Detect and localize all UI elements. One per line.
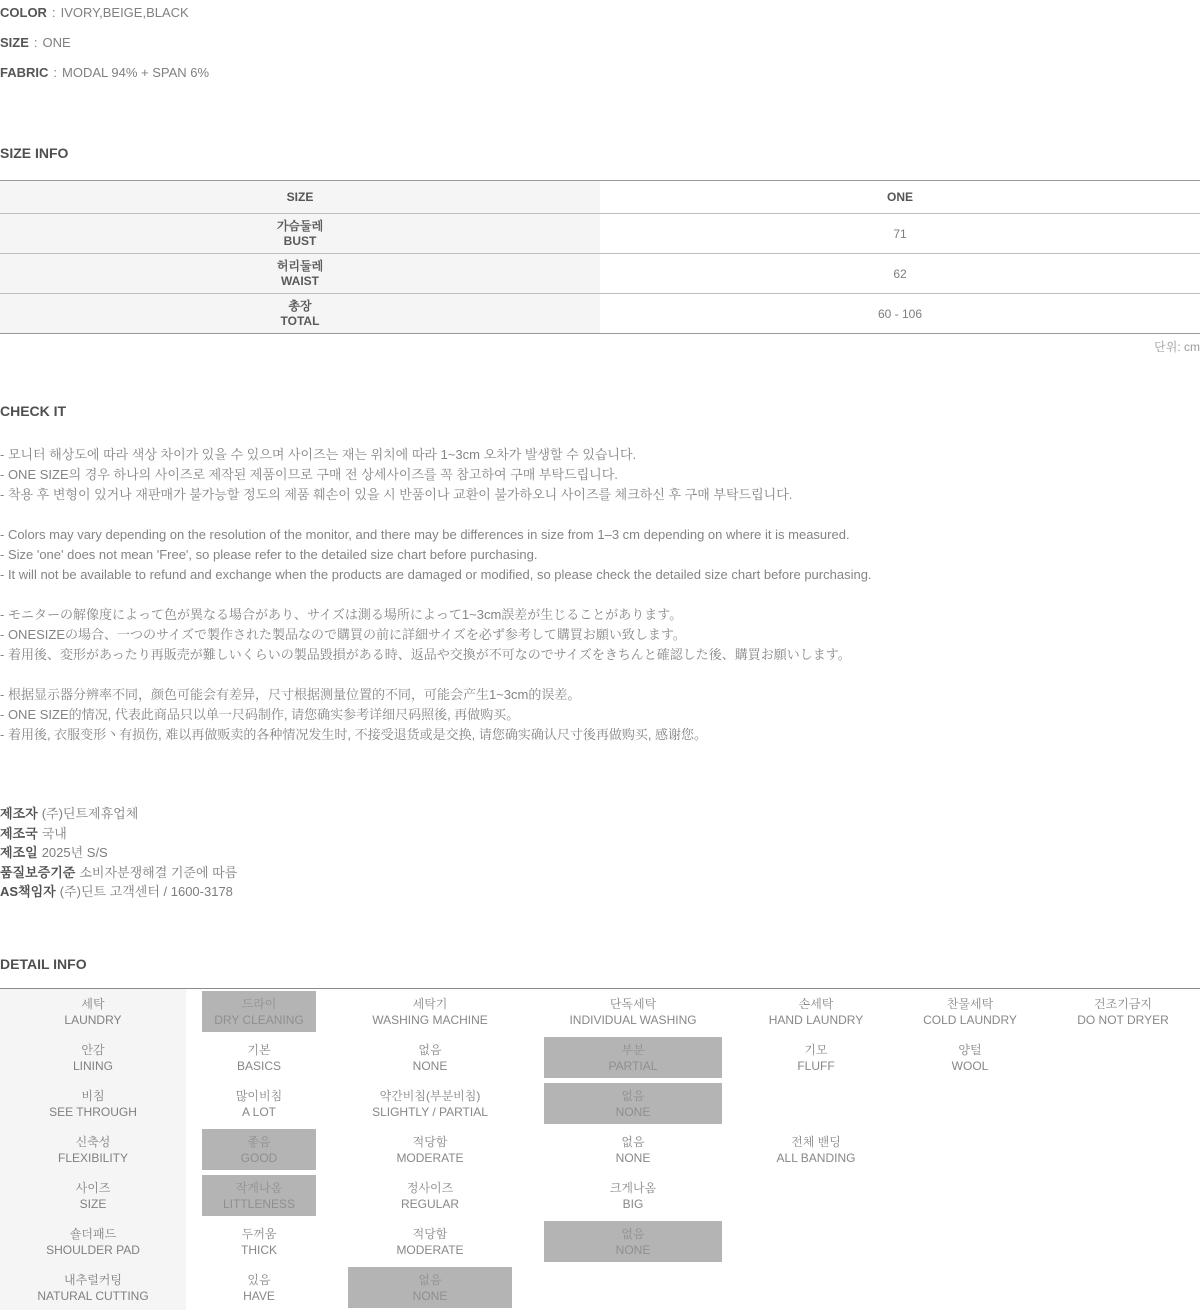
detail-label-en: LINING — [72, 1058, 113, 1073]
size-table-row-total — [0, 293, 1200, 333]
option-cell-empty — [1046, 1265, 1200, 1310]
option-cell — [186, 1127, 332, 1173]
option-cell-empty — [894, 1265, 1046, 1310]
detail-row-label — [0, 1265, 186, 1310]
option-cell-empty — [738, 1081, 894, 1127]
check-it-paragraphs — [0, 445, 1200, 745]
option-cell-empty — [894, 1219, 1046, 1265]
option-cell — [528, 1173, 738, 1219]
detail-label-en: NATURAL CUTTING — [37, 1288, 149, 1303]
check-it-line: - ONESIZEの場合、一つのサイズで製作された製品なので購買の前に詳細サイズを必ず参考して購買お願い致します。 — [0, 627, 686, 642]
detail-label-en: SEE THROUGH — [49, 1104, 137, 1119]
spec-size-value: ONE — [42, 35, 71, 50]
option-cell-empty — [1046, 1219, 1200, 1265]
option-cell — [894, 1035, 1046, 1081]
size-row-label-en: WAIST — [281, 273, 319, 288]
check-it-line: - Size 'one' does not mean 'Free', so please refer to the detailed size chart before purchasing. — [0, 547, 538, 562]
check-it-line: - 根据显示器分辨率不同，颜色可能会有差异，尺寸根据测量位置的不同，可能会产生1~3cm的误差。 — [0, 687, 581, 702]
check-it-chinese — [0, 685, 1200, 745]
size-row-label-kr: 가슴둘레 — [276, 218, 324, 233]
detail-row-laundry — [0, 989, 1200, 1035]
option-cell-empty — [738, 1265, 894, 1310]
detail-row-see-through — [0, 1081, 1200, 1127]
size-table-row-waist — [0, 253, 1200, 293]
spec-size — [0, 36, 1200, 49]
detail-row-label — [0, 1173, 186, 1219]
option-flexibility-none: 없음 NONE — [615, 1134, 651, 1165]
detail-row-label — [0, 1081, 186, 1127]
option-cell — [528, 1219, 738, 1265]
option-cell — [186, 1265, 332, 1310]
check-it-line: - Colors may vary depending on the resolution of the monitor, and there may be differences in size from 1–3 cm depending on where it is measured. — [0, 527, 850, 542]
size-row-label — [0, 214, 600, 253]
spec-color-value: IVORY,BEIGE,BLACK — [60, 5, 189, 20]
size-table-header-value: ONE — [886, 190, 913, 204]
option-cell-empty — [1046, 1173, 1200, 1219]
detail-label-en: SHOULDER PAD — [46, 1242, 140, 1257]
manufacturer-line — [0, 843, 1200, 863]
check-it-japanese — [0, 605, 1200, 665]
manufacturer-value: (주)딘트 고객센터 / 1600-3178 — [59, 884, 233, 899]
option-cell — [528, 1035, 738, 1081]
size-row-label-en: BUST — [283, 233, 317, 248]
option-flexibility-all-banding: 전체 밴딩 ALL BANDING — [776, 1134, 856, 1165]
manufacturer-label: AS책임자 — [0, 884, 56, 899]
option-cell — [1046, 989, 1200, 1035]
size-row-value: 62 — [893, 266, 907, 281]
option-size-littleness: 작게나옴 LITTLENESS — [202, 1175, 316, 1216]
detail-label-kr: 안감 — [81, 1042, 105, 1057]
detail-row-size — [0, 1173, 1200, 1219]
size-row-label-en: TOTAL — [280, 313, 320, 328]
option-cell — [332, 1173, 528, 1219]
option-cell — [332, 1265, 528, 1310]
option-dry-cleaning: 드라이 DRY CLEANING — [202, 991, 316, 1032]
option-washing-machine: 세탁기 WASHING MACHINE — [372, 996, 488, 1027]
option-cell — [186, 1173, 332, 1219]
unit-note: 단위: cm — [1154, 340, 1200, 354]
check-it-korean — [0, 445, 1200, 505]
option-cell-empty — [1046, 1127, 1200, 1173]
spec-color-label: COLOR — [0, 5, 47, 20]
option-lining-basics: 기본 BASICS — [236, 1042, 281, 1073]
spec-separator: : — [53, 65, 58, 80]
size-table-header-label: SIZE — [0, 181, 600, 213]
check-it-heading: CHECK IT — [0, 403, 67, 419]
option-cell — [186, 1081, 332, 1127]
spec-fabric — [0, 66, 1200, 79]
detail-label-kr: 비침 — [81, 1088, 105, 1103]
option-see-through-a-lot: 많이비침 A LOT — [235, 1088, 283, 1119]
manufacturer-line — [0, 882, 1200, 902]
option-size-regular: 정사이즈 REGULAR — [400, 1180, 459, 1211]
option-cell — [332, 1219, 528, 1265]
spec-fabric-value: MODAL 94% + SPAN 6% — [62, 65, 210, 80]
option-shoulder-pad-none: 없음 NONE — [544, 1221, 722, 1262]
option-flexibility-moderate: 적당함 MODERATE — [396, 1134, 464, 1165]
manufacturer-line — [0, 824, 1200, 844]
detail-row-label — [0, 1127, 186, 1173]
size-row-label-kr: 허리둘레 — [276, 258, 324, 273]
check-it-line: - ONE SIZE的情况, 代表此商品只以单一尺码制作, 请您确实参考详细尺码照後, 再做购买。 — [0, 707, 520, 722]
check-it-line: - 着用後、変形があったり再販売が難しいくらいの製品毀損がある時、返品や交換が不可なのでサイズをきちんと確認した後、購買お願いします。 — [0, 647, 851, 662]
spec-color — [0, 6, 1200, 19]
detail-label-kr: 사이즈 — [75, 1180, 111, 1195]
spec-separator: : — [33, 35, 38, 50]
option-lining-fluff: 기모 FLUFF — [797, 1042, 835, 1073]
option-see-through-none: 없음 NONE — [544, 1083, 722, 1124]
option-shoulder-pad-thick: 두꺼움 THICK — [241, 1226, 277, 1257]
option-do-not-dryer: 건조기금지 DO NOT DRYER — [1077, 996, 1169, 1027]
detail-row-natural-cutting — [0, 1265, 1200, 1310]
spec-size-label: SIZE — [0, 35, 29, 50]
option-shoulder-pad-moderate: 적당함 MODERATE — [396, 1226, 464, 1257]
option-cold-laundry: 찬물세탁 COLD LAUNDRY — [923, 996, 1017, 1027]
manufacturer-value: 소비자분쟁해결 기준에 따름 — [79, 864, 238, 880]
manufacturer-value: (주)딘트제휴업체 — [41, 806, 139, 821]
size-table — [0, 180, 1200, 334]
detail-row-shoulder-pad — [0, 1219, 1200, 1265]
option-cell — [738, 989, 894, 1035]
manufacturer-label: 제조일 — [0, 845, 38, 860]
detail-row-flexibility — [0, 1127, 1200, 1173]
option-cell-empty — [738, 1219, 894, 1265]
detail-row-label — [0, 989, 186, 1035]
detail-label-en: FLEXIBILITY — [57, 1150, 129, 1165]
check-it-english — [0, 525, 1200, 585]
product-specs — [0, 0, 1200, 79]
option-lining-wool: 양털 WOOL — [951, 1042, 989, 1073]
option-hand-laundry: 손세탁 HAND LAUNDRY — [768, 996, 864, 1027]
option-cell — [738, 1035, 894, 1081]
check-it-line: - It will not be available to refund and exchange when the products are damaged or modified, so please check the detailed size chart before purchasing. — [0, 567, 872, 582]
option-cell — [528, 989, 738, 1035]
size-table-header-row — [0, 181, 1200, 213]
check-it-line: - 모니터 해상도에 따라 색상 차이가 있을 수 있으며 사이즈는 재는 위치에 따라 1~3cm 오차가 발생할 수 있습니다. — [0, 447, 637, 462]
option-cell — [528, 1127, 738, 1173]
option-cell — [186, 1219, 332, 1265]
option-cell — [528, 1081, 738, 1127]
manufacturer-value: 국내 — [41, 825, 67, 841]
size-info-heading: SIZE INFO — [0, 145, 69, 161]
option-cell — [332, 1035, 528, 1081]
option-natural-cutting-have: 있음 HAVE — [243, 1272, 275, 1303]
detail-info-heading: DETAIL INFO — [0, 955, 87, 972]
option-cell — [332, 989, 528, 1035]
detail-row-label — [0, 1219, 186, 1265]
option-cell — [332, 1081, 528, 1127]
option-cell-empty — [1046, 1081, 1200, 1127]
detail-label-en: LAUNDRY — [64, 1012, 122, 1027]
spec-separator: : — [51, 5, 56, 20]
manufacturer-label: 제조자 — [0, 806, 38, 821]
detail-label-kr: 신축성 — [75, 1134, 111, 1149]
option-natural-cutting-none: 없음 NONE — [348, 1267, 512, 1308]
option-cell — [186, 989, 332, 1035]
option-cell — [738, 1127, 894, 1173]
option-cell-empty — [738, 1173, 894, 1219]
size-table-row-bust — [0, 213, 1200, 253]
manufacturer-value: 2025년 S/S — [41, 845, 108, 860]
detail-label-kr: 내추럴커팅 — [64, 1272, 122, 1287]
option-lining-none: 없음 NONE — [412, 1042, 448, 1073]
option-cell-empty — [1046, 1035, 1200, 1081]
option-cell-empty — [894, 1173, 1046, 1219]
check-it-line: - モニターの解像度によって色が異なる場合があり、サイズは測る場所によって1~3cm誤差が生じることがあります。 — [0, 607, 683, 622]
check-it-line: - 着用後, 衣服变形丶有损伤, 难以再做贩卖的各种情况发生时, 不接受退货或是交换, 请您确实确认尺寸後再做购买, 感谢您。 — [0, 727, 708, 742]
option-cell-empty — [894, 1081, 1046, 1127]
option-cell-empty — [528, 1265, 738, 1310]
detail-label-kr: 세탁 — [81, 996, 105, 1011]
option-flexibility-good: 좋음 GOOD — [202, 1129, 316, 1170]
size-row-value: 60 - 106 — [877, 306, 923, 321]
spec-fabric-label: FABRIC — [0, 65, 49, 80]
option-see-through-slightly: 약간비침(부분비침) SLIGHTLY / PARTIAL — [372, 1088, 488, 1119]
size-row-value: 71 — [893, 226, 907, 241]
detail-info-grid — [0, 988, 1200, 1310]
manufacturer-info — [0, 804, 1200, 902]
manufacturer-label: 품질보증기준 — [0, 864, 76, 880]
option-size-big: 크게나옴 BIG — [609, 1180, 657, 1211]
option-cell — [894, 989, 1046, 1035]
manufacturer-line — [0, 804, 1200, 824]
check-it-line: - 착용 후 변형이 있거나 재판매가 불가능할 정도의 제품 훼손이 있을 시 반품이나 교환이 불가하오니 사이즈를 체크하신 후 구매 부탁드립니다. — [0, 487, 793, 502]
manufacturer-label: 제조국 — [0, 825, 38, 841]
size-row-label-kr: 총장 — [288, 298, 312, 313]
manufacturer-line — [0, 863, 1200, 883]
size-row-label — [0, 254, 600, 293]
option-cell-empty — [894, 1127, 1046, 1173]
check-it-line: - ONE SIZE의 경우 하나의 사이즈로 제작된 제품이므로 구매 전 상세사이즈를 꼭 참고하여 구매 부탁드립니다. — [0, 467, 618, 482]
detail-row-label — [0, 1035, 186, 1081]
option-cell — [186, 1035, 332, 1081]
size-row-label — [0, 294, 600, 333]
option-individual-washing: 단독세탁 INDIVIDUAL WASHING — [569, 996, 697, 1027]
option-lining-partial: 부분 PARTIAL — [544, 1037, 722, 1078]
detail-label-kr: 숄더패드 — [69, 1226, 117, 1241]
option-cell — [332, 1127, 528, 1173]
detail-row-lining — [0, 1035, 1200, 1081]
detail-label-en: SIZE — [79, 1196, 107, 1211]
